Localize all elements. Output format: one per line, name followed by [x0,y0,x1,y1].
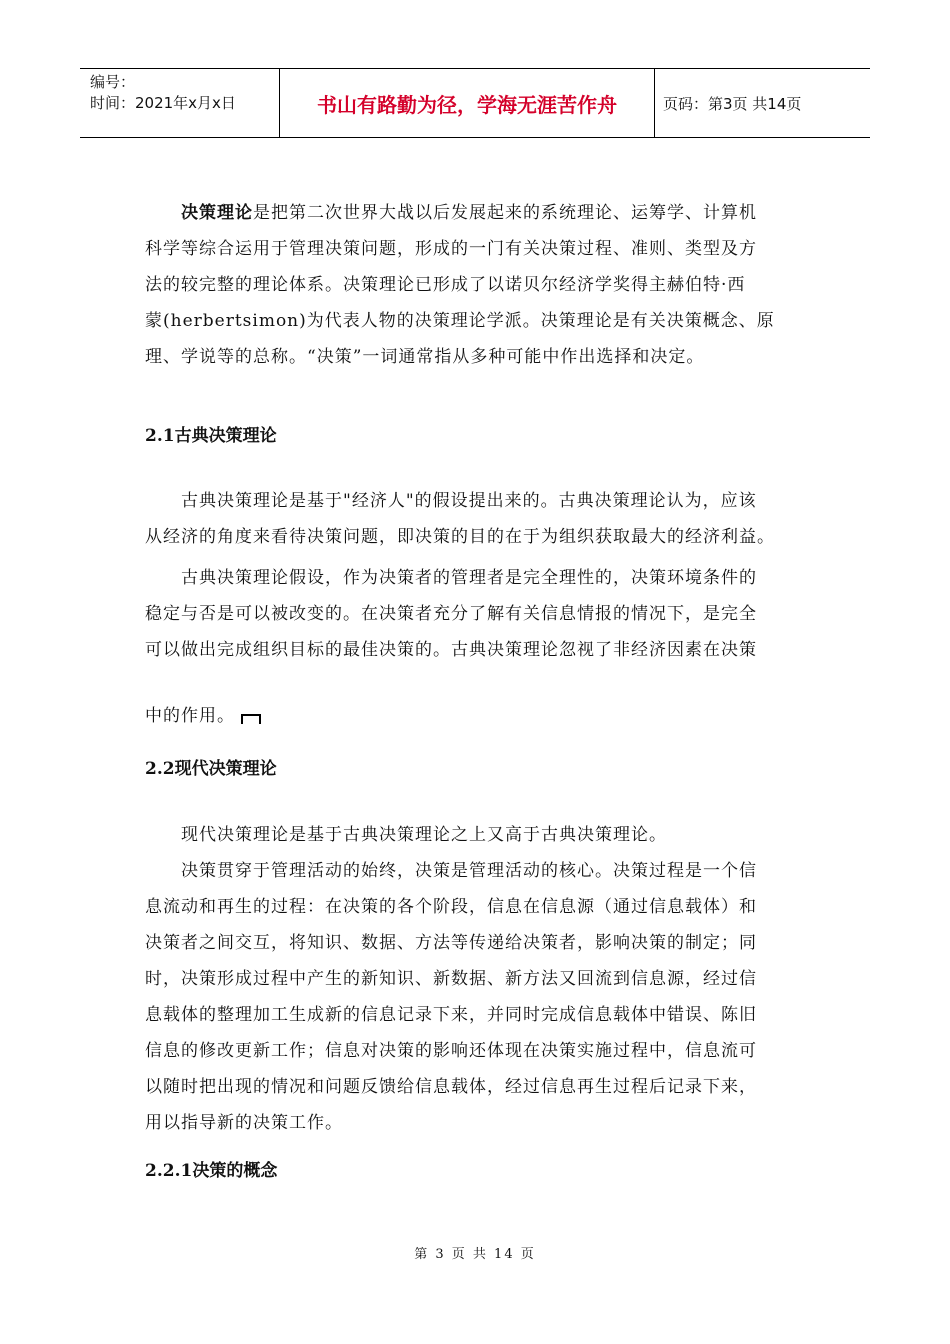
page-header [80,68,870,138]
text-line: 决策贯穿于管理活动的始终，决策是管理活动的核心。决策过程是一个信 [145,861,757,881]
modern-para-2 [145,853,805,1141]
header-date: 时间：2021年x月x日 [90,94,236,112]
header-page-info: 页码：第3页 共14页 [663,94,802,113]
text-line: 现代决策理论是基于古典决策理论之上又高于古典决策理论。 [145,825,667,845]
heading-2-1: 2.1古典决策理论 [145,426,277,446]
page-footer: 第 3 页 共 14 页 [414,1247,536,1262]
text-line: 可以做出完成组织目标的最佳决策的。古典决策理论忽视了非经济因素在决策 [145,640,757,660]
intro-line: 科学等综合运用于管理决策问题，形成的一门有关决策过程、准则、类型及方 [145,239,757,259]
modern-para-1 [145,817,805,853]
classical-para-2 [145,560,805,668]
header-meta [80,69,280,137]
text-line: 信息的修改更新工作；信息对决策的影响还体现在决策实施过程中，信息流可 [145,1041,757,1061]
heading-2-2-1: 2.2.1决策的概念 [145,1161,278,1181]
text-line: 时，决策形成过程中产生的新知识、新数据、新方法又回流到信息源，经过信 [145,969,757,989]
intro-line [145,195,805,231]
classical-para-1 [145,483,805,555]
text-line: 以随时把出现的情况和问题反馈给信息载体，经过信息再生过程后记录下来， [145,1077,757,1097]
text-line: 息流动和再生的过程：在决策的各个阶段，信息在信息源（通过信息载体）和 [145,897,757,917]
intro-keyword: 决策理论 [181,203,253,223]
text-line: 古典决策理论是基于"经济人"的假设提出来的。古典决策理论认为，应该 [145,491,757,511]
header-number: 编号： [90,73,136,91]
tail-text: 中的作用。 [145,706,235,726]
text-line: 稳定与否是可以被改变的。在决策者充分了解有关信息情报的情况下，是完全 [145,604,757,624]
intro-line: 蒙(herbertsimon)为代表人物的决策理论学派。决策理论是有关决策概念、原 [145,311,775,331]
intro-paragraph [145,195,805,375]
text-line: 息载体的整理加工生成新的信息记录下来，并同时完成信息载体中错误、陈旧 [145,1005,757,1025]
text-line: 用以指导新的决策工作。 [145,1113,343,1133]
heading-2-2: 2.2现代决策理论 [145,759,277,779]
intro-line: 理、学说等的总称。“决策”一词通常指从多种可能中作出选择和决定。 [145,347,705,367]
text-line: 从经济的角度来看待决策问题，即决策的目的在于为组织获取最大的经济利益。 [145,527,775,547]
header-motto: 书山有路勤为径，学海无涯苦作舟 [280,69,655,137]
text-line: 决策者之间交互，将知识、数据、方法等传递给决策者，影响决策的制定；同 [145,933,757,953]
classical-tail [145,698,805,734]
edit-marker-icon [241,714,261,724]
intro-line: 法的较完整的理论体系。决策理论已形成了以诺贝尔经济学奖得主赫伯特·西 [145,275,746,295]
text-line: 古典决策理论假设，作为决策者的管理者是完全理性的，决策环境条件的 [145,568,757,588]
intro-first-rest: 是把第二次世界大战以后发展起来的系统理论、运筹学、计算机 [253,203,757,223]
